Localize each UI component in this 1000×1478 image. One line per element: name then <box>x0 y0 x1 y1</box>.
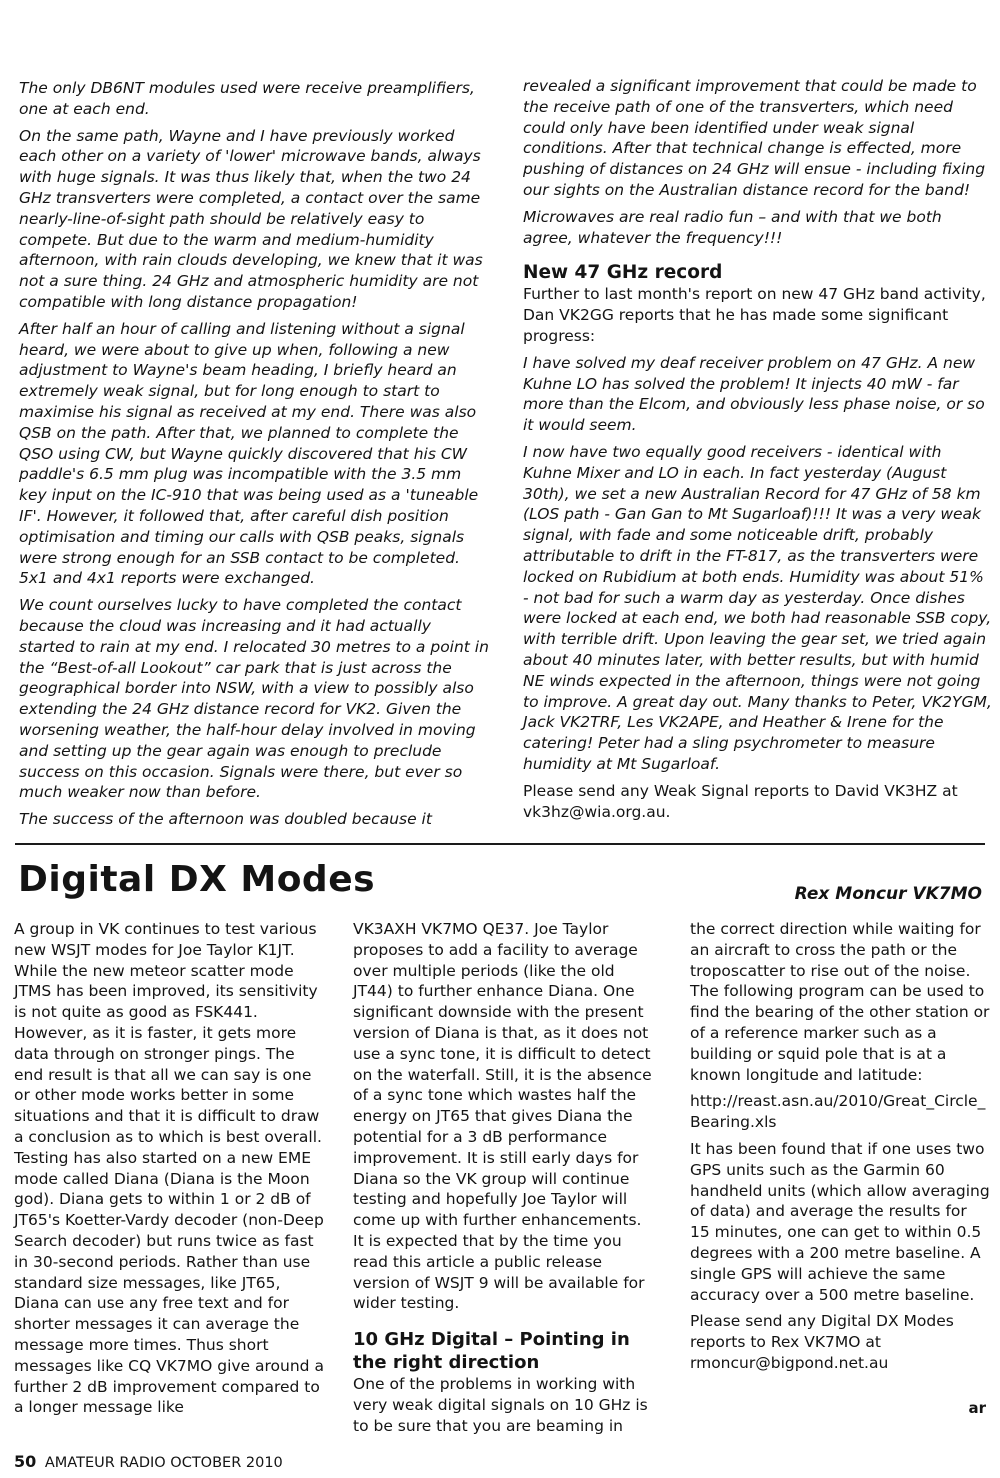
digital-column-1 <box>14 919 324 1424</box>
author-byline: Rex Moncur VK7MO <box>794 884 982 904</box>
weak-signal-column-1 <box>19 78 489 836</box>
paragraph: A group in VK continues to test various new WSJT modes for Joe Taylor K1JT. While the new meteor scatter mode JTMS has been improved, its sensitivity is not quite as good as FSK441. However, as it is faster, it gets more data through on stronger pings. The end result is that all we can say is one or other mode works better in some situations and that it is difficult to draw a conclusion as to which is best overall. Testing has also started on a new EME mode called Diana (Diana is the Moon god). Diana gets to within 1 or 2 dB of JT65's Koetter-Vardy decoder (non-Deep Search decoder) but runs twice as fast in 30-second periods. Rather than use standard size messages, like JT65, Diana can use any free text and for shorter messages it can average the message more times. Thus short messages like CQ VK7MO give around a further 2 dB improvement compared to a longer message like <box>14 920 324 1417</box>
paragraph: It has been found that if one uses two GPS units such as the Garmin 60 handheld units (which allow averaging of data) and average the results for 15 minutes, one can get to within 0.5 degrees with a 200 metre baseline. A single GPS will achieve the same accuracy over a 500 metre baseline. <box>690 1139 990 1304</box>
paragraph: One of the problems in working with very weak digital signals on 10 GHz is to be sure that you are beaming in <box>353 1375 648 1435</box>
paragraph: Further to last month's report on new 47 GHz band activity, Dan VK2GG reports that he has made some significant progress: <box>523 285 986 345</box>
section-title: Digital DX Modes <box>18 859 376 900</box>
quote-paragraph: I now have two equally good receivers - identical with Kuhne Mixer and LO in each. In fact yesterday (August 30th), we set a new Australian Record for 47 GHz of 58 km (LOS path - Gan Gan to Mt Sugarloaf)!!! It was a very weak signal, with fade and some noticeable drift, probably attributable to drift in the FT-817, as the transverters were locked on Rubidium at both ends. Humidity was about 51% - not bad for such a warm day as yesterday. Once dishes were locked at each end, we both had reasonable SSB copy, with terrible drift. Upon leaving the gear set, we tried again about 40 minutes later, with better results, but with humid NE winds expected in the afternoon, things were not going to improve. A great day out. Many thanks to Peter, VK2YGM, Jack VK2TRF, Les VK2APE, and Heather & Irene for the catering! Peter had a sling psychrometer to measure humidity at Mt Sugarloaf. <box>523 442 992 773</box>
article-end-mark: ar <box>968 1399 986 1417</box>
paragraph: the correct direction while waiting for an aircraft to cross the path or the troposcatter to rise out of the noise. The following program can be used to find the bearing of the other station or of a reference marker such as a building or squid pole that is at a known longitude and latitude: <box>690 920 990 1084</box>
url-text: http://reast.asn.au/2010/Great_Circle_Bearing.xls <box>690 1092 986 1132</box>
paragraph: We count ourselves lucky to have completed the contact because the cloud was increasing and it had actually started to rain at my end. I relocated 30 metres to a point in the “Best-of-all Lookout” car park that is just across the geographical border into NSW, with a view to possibly also extending the 24 GHz distance record for VK2. Given the worsening weather, the half-hour delay involved in moving and setting up the gear again was enough to preclude success on this occasion. Signals were there, but ever so much weaker now than before. <box>19 596 489 802</box>
subheading-10ghz-digital: 10 GHz Digital – Pointing in the right direction <box>353 1329 630 1374</box>
paragraph: Please send any Digital DX Modes reports to Rex VK7MO at rmoncur@bigpond.net.au <box>690 1312 954 1372</box>
digital-column-2 <box>353 919 653 1443</box>
page-footer <box>14 1452 283 1471</box>
subheading-47ghz-record: New 47 GHz record <box>523 262 723 284</box>
paragraph: revealed a significant improvement that could be made to the receive path of one of the transverters, which need could only have been identified under weak signal conditions. After that technical change is effected, more pushing of distances on 24 GHz will ensue - including fixing our sights on the Australian distance record for the band! <box>523 77 986 199</box>
paragraph: Microwaves are real radio fun – and with that we both agree, whatever the frequency!!! <box>523 207 942 247</box>
paragraph: The only DB6NT modules used were receive preamplifiers, one at each end. <box>19 79 475 118</box>
weak-signal-column-2 <box>523 76 993 828</box>
paragraph: VK3AXH VK7MO QE37. Joe Taylor proposes to add a facility to average over multiple periods (like the old JT44) to further enhance Diana. One significant downside with the present version of Diana is that, as it does not use a sync tone, it is difficult to detect on the waterfall. Still, it is the absence of a sync tone which wastes half the energy on JT65 that gives Diana the potential for a 3 dB performance improvement. It is still early days for Diana so the VK group will continue testing and hopefully Joe Taylor will come up with further enhancements. It is expected that by the time you read this article a public release version of WSJT 9 will be available for wider testing. <box>353 920 652 1313</box>
paragraph: On the same path, Wayne and I have previously worked each other on a variety of 'lower' microwave bands, always with huge signals. It was thus likely that, when the two 24 GHz transverters were completed, a contact over the same nearly-line-of-sight path should be relatively easy to compete. But due to the warm and medium-humidity afternoon, with rain clouds developing, we knew that it was not a sure thing. 24 GHz and atmospheric humidity are not compatible with long distance propagation! <box>19 126 483 311</box>
closing-paragraph: Please send any Weak Signal reports to David VK3HZ at vk3hz@wia.org.au. <box>523 781 958 821</box>
page-number: 50 <box>14 1452 37 1471</box>
paragraph: After half an hour of calling and listening without a signal heard, we were about to give up when, following a new adjustment to Wayne's beam heading, I briefly heard an extremely weak signal, but for long enough to start to maximise his signal as received at my end. There was also QSB on the path. After that, we planned to complete the QSO using CW, but Wayne quickly discovered that his CW paddle's 6.5 mm plug was incompatible with the 3.5 mm key input on the IC-910 that was being used as a 'tuneable IF'. However, it followed that, after careful dish position optimisation and timing our calls with QSB peaks, signals were strong enough for an SSB contact to be completed. 5x1 and 4x1 reports were exchanged. <box>19 319 479 588</box>
publication-name: AMATEUR RADIO OCTOBER 2010 <box>44 1455 283 1471</box>
digital-column-3 <box>690 919 990 1380</box>
quote-paragraph: I have solved my deaf receiver problem on 47 GHz. A new Kuhne LO has solved the problem! It injects 40 mW - far more than the Elcom, and obviously less phase noise, or so it would seem. <box>523 353 985 435</box>
paragraph: The success of the afternoon was doubled because it <box>19 810 432 829</box>
section-divider <box>15 843 985 845</box>
